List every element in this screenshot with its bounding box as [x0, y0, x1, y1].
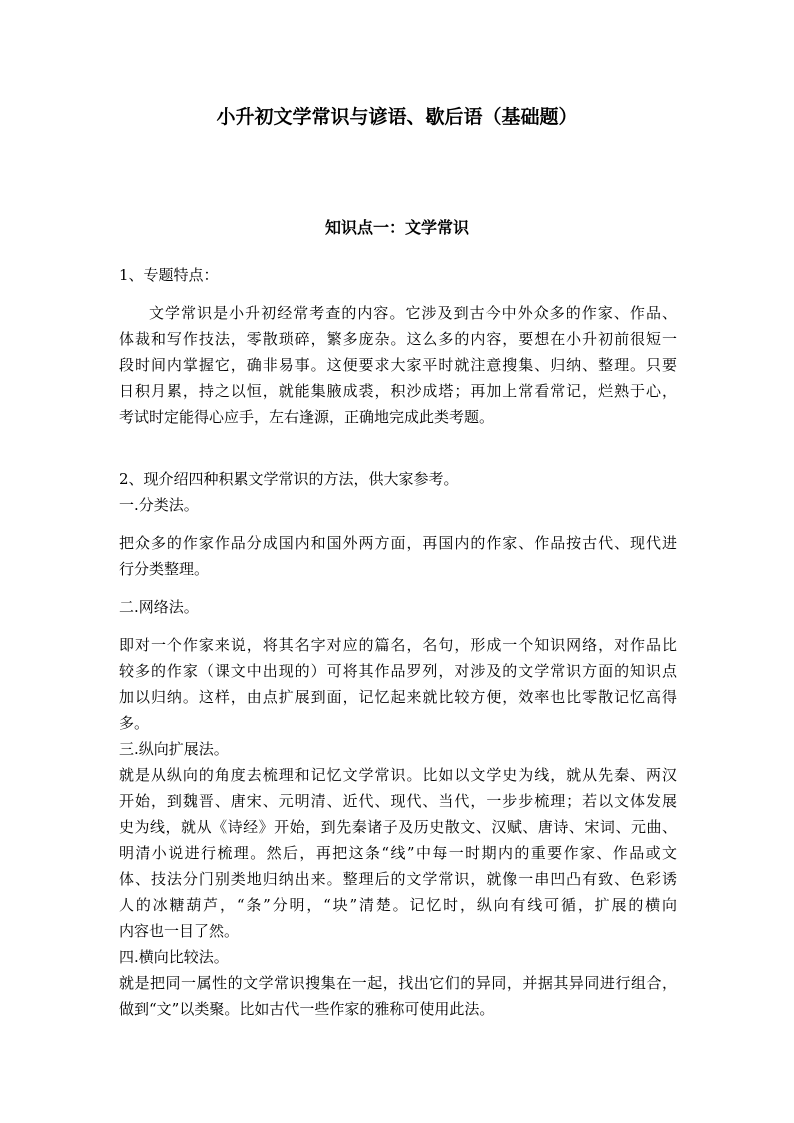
- document-body: [119, 262, 677, 1022]
- paragraph-line: 就是从纵向的角度去梳理和记忆文学常识。比如以文学史为线，就从先秦、两汉: [119, 766, 677, 784]
- method2-heading: 二.网络法。: [119, 598, 199, 616]
- paragraph-line: 段时间内掌握它，确非易事。这便要求大家平时就注意搜集、归纳、整理。只要: [119, 356, 677, 374]
- item2-heading: 2、现介绍四种积累文学常识的方法，供大家参考。: [119, 470, 459, 488]
- paragraph-line: 较多的作家（课文中出现的）可将其作品罗列，对涉及的文学常识方面的知识点: [119, 662, 677, 680]
- paragraph-line: 人的冰糖葫芦，“条”分明，“块”清楚。记忆时，纵向有线可循，扩展的横向: [119, 896, 677, 914]
- paragraph-line: 考试时定能得心应手，左右逢源，正确地完成此类考题。: [119, 408, 495, 426]
- paragraph-line: 加以归纳。这样，由点扩展到面，记忆起来就比较方便，效率也比零散记忆高得: [119, 688, 677, 706]
- document-title: 小升初文学常识与谚语、歇后语（基础题）: [216, 106, 578, 128]
- paragraph-line: 行分类整理。: [119, 560, 210, 578]
- paragraph-line: 体、技法分门别类地归纳出来。整理后的文学常识，就像一串凹凸有致、色彩诱: [119, 870, 677, 888]
- section-title: 知识点一：文学常识: [324, 218, 469, 237]
- paragraph-line: 明清小说进行梳理。然后，再把这条“线”中每一时期内的重要作家、作品或文: [119, 844, 677, 862]
- method4-heading: 四.横向比较法。: [119, 948, 229, 966]
- paragraph-line: 内容也一目了然。: [119, 922, 240, 940]
- method3-heading: 三.纵向扩展法。: [119, 740, 229, 758]
- paragraph-line: 把众多的作家作品分成国内和国外两方面，再国内的作家、作品按古代、现代进: [119, 534, 677, 552]
- paragraph-line: 体裁和写作技法，零散琐碎，繁多庞杂。这么多的内容，要想在小升初前很短一: [119, 330, 677, 348]
- paragraph-line: 做到“文”以类聚。比如古代一些作家的雅称可使用此法。: [119, 1000, 495, 1018]
- paragraph-line: 日积月累，持之以恒，就能集腋成裘，积沙成塔；再加上常看常记，烂熟于心，: [119, 382, 677, 400]
- paragraph-line: 就是把同一属性的文学常识搜集在一起，找出它们的异同，并据其异同进行组合，: [119, 974, 677, 992]
- method1-heading: 一.分类法。: [119, 496, 199, 514]
- item1-heading: 1、专题特点：: [119, 266, 219, 284]
- paragraph-line: 文学常识是小升初经常考查的内容。它涉及到古今中外众多的作家、作品、: [149, 304, 677, 322]
- paragraph-line: 史为线，就从《诗经》开始，到先秦诸子及历史散文、汉赋、唐诗、宋词、元曲、: [119, 818, 677, 836]
- paragraph-line: 开始，到魏晋、唐宋、元明清、近代、现代、当代，一步步梳理；若以文体发展: [119, 792, 677, 810]
- paragraph-line: 即对一个作家来说，将其名字对应的篇名，名句，形成一个知识网络，对作品比: [119, 636, 677, 654]
- paragraph-line: 多。: [119, 714, 150, 732]
